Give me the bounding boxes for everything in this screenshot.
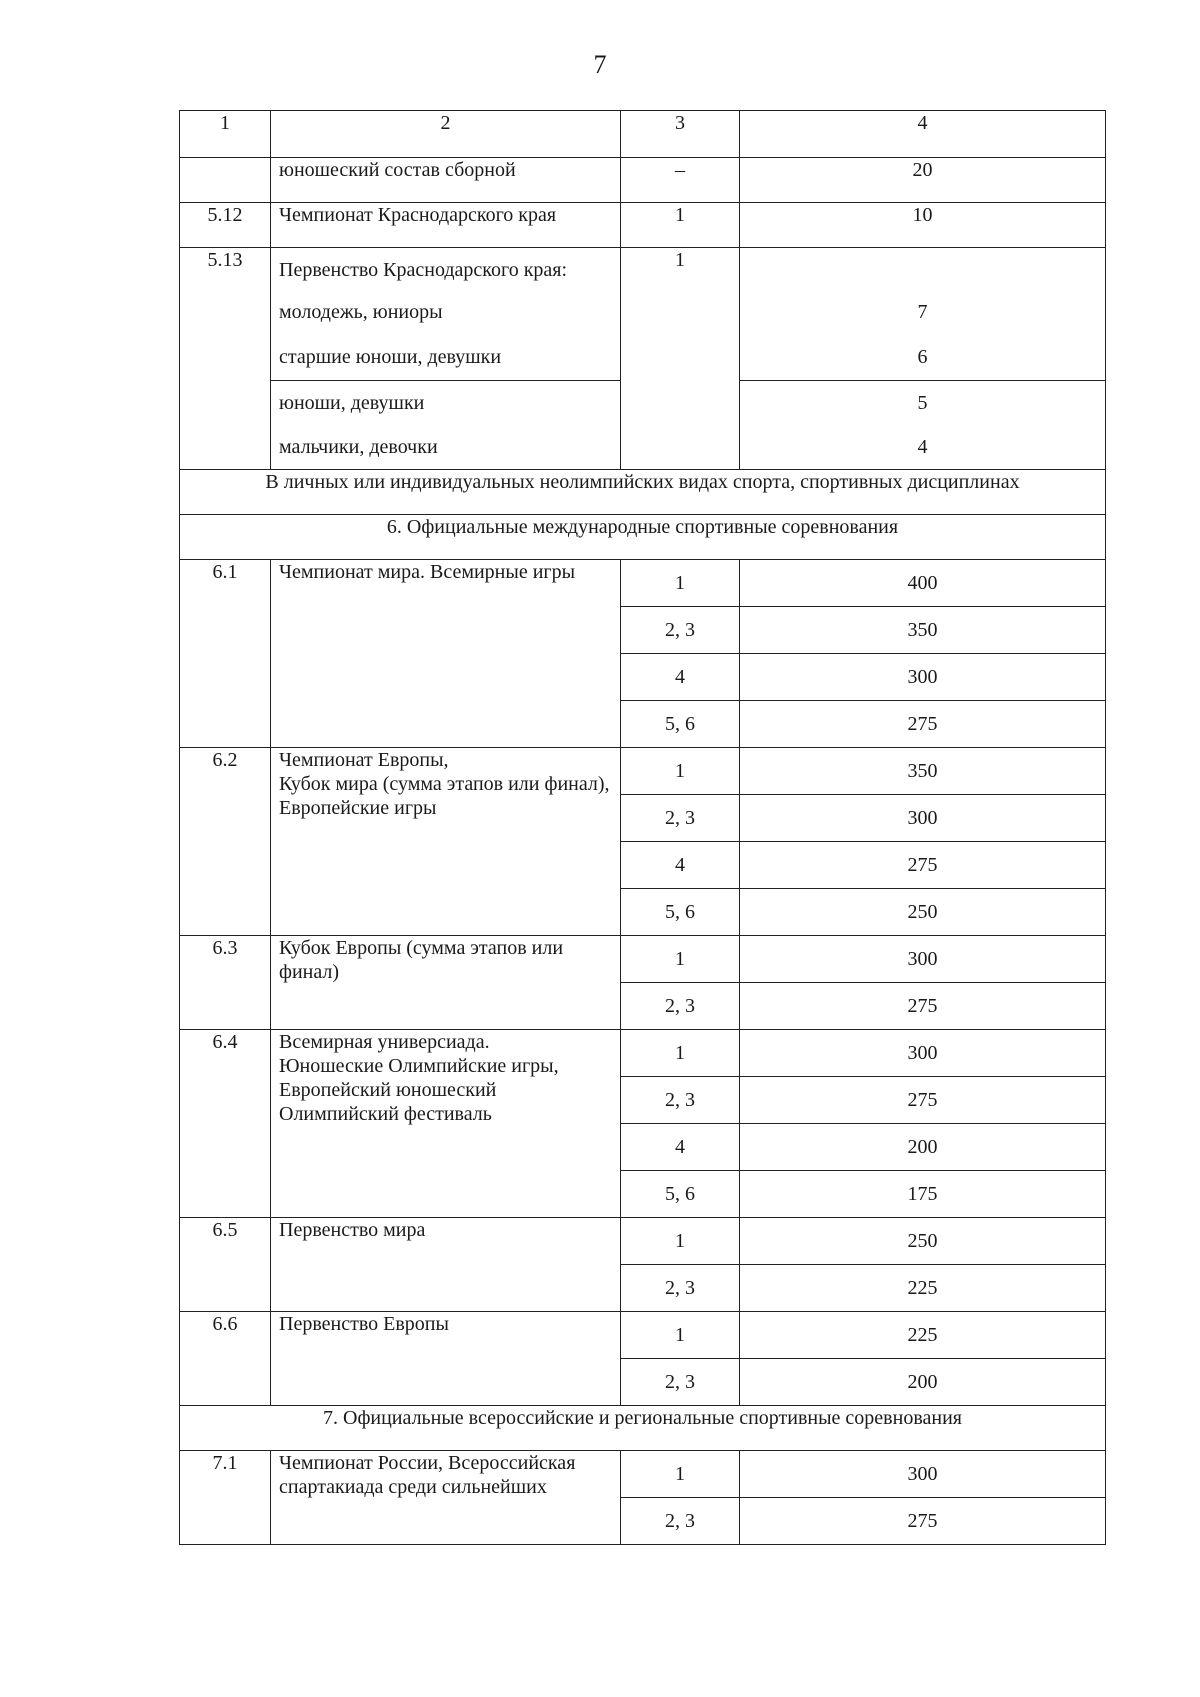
table-row [180, 1312, 1106, 1406]
row-subvalue: 5 [917, 392, 928, 414]
row-place: 2, 3 [621, 794, 739, 841]
table-row [180, 748, 1106, 936]
row-place: 1 [675, 572, 685, 594]
row-name [271, 248, 621, 381]
row-number [180, 158, 271, 203]
row-subitem: юноши, девушки [279, 392, 425, 414]
row-value: 10 [740, 203, 1106, 248]
row-place: – [621, 158, 740, 203]
row-subitem: молодежь, юниоры [279, 301, 443, 323]
row-subvalue: 4 [917, 436, 928, 458]
row-number: 7.1 [180, 1451, 271, 1545]
row-value: 300 [907, 948, 938, 970]
row-value: 275 [740, 982, 1105, 1029]
row-value: 175 [740, 1170, 1105, 1217]
row-place: 2, 3 [621, 606, 739, 653]
place-cell [621, 1218, 740, 1312]
row-name [271, 381, 621, 470]
row-number: 6.6 [180, 1312, 271, 1406]
row-value: 300 [907, 1042, 938, 1064]
page-number: 7 [593, 50, 607, 79]
value-cell [740, 1218, 1106, 1312]
row-subitem: мальчики, девочки [279, 436, 438, 458]
header-cell: 4 [740, 111, 1106, 158]
row-value: 400 [907, 572, 938, 594]
row-value: 300 [740, 653, 1105, 700]
row-value: 275 [740, 1497, 1105, 1544]
row-subvalue: 6 [917, 346, 928, 368]
place-cell [621, 1451, 740, 1545]
row-place: 1 [675, 948, 685, 970]
section-heading-row [180, 515, 1106, 560]
row-place: 2, 3 [621, 1358, 739, 1405]
place-cell [621, 936, 740, 1030]
row-place: 5, 6 [621, 700, 739, 747]
row-number: 6.5 [180, 1218, 271, 1312]
row-place: 2, 3 [621, 1076, 739, 1123]
header-cell: 3 [621, 111, 740, 158]
row-value: 300 [907, 1463, 938, 1485]
section-heading-row [180, 1406, 1106, 1451]
row-number: 5.13 [180, 248, 271, 470]
row-name: Чемпионат Краснодарского края [271, 203, 621, 248]
table-row [180, 936, 1106, 1030]
place-cell [621, 1030, 740, 1218]
row-value [740, 248, 1106, 381]
row-value: 350 [907, 760, 938, 782]
header-cell: 2 [271, 111, 621, 158]
row-value: 275 [740, 1076, 1105, 1123]
row-place: 2, 3 [621, 1497, 739, 1544]
row-place: 2, 3 [621, 1264, 739, 1311]
value-cell [740, 936, 1106, 1030]
row-number: 6.3 [180, 936, 271, 1030]
row-place: 5, 6 [621, 1170, 739, 1217]
row-value: 20 [740, 158, 1106, 203]
row-value: 250 [740, 888, 1105, 935]
place-cell [621, 560, 740, 748]
table-row [180, 560, 1106, 748]
row-value [740, 381, 1106, 470]
row-value: 300 [740, 794, 1105, 841]
value-cell [740, 1451, 1106, 1545]
section-heading: В личных или индивидуальных неолимпийских видах спорта, спортивных дисциплинах [180, 470, 1106, 515]
table-row [180, 158, 1106, 203]
row-place: 4 [621, 841, 739, 888]
row-value: 250 [907, 1230, 938, 1252]
row-value: 275 [740, 841, 1105, 888]
row-number: 6.4 [180, 1030, 271, 1218]
row-value: 200 [740, 1358, 1105, 1405]
row-name: Первенство мира [271, 1218, 621, 1312]
table-row [180, 1218, 1106, 1312]
table-row [180, 248, 1106, 381]
value-cell [740, 560, 1106, 748]
table-row [180, 1030, 1106, 1218]
section-heading: 7. Официальные всероссийские и региональные спортивные соревнования [180, 1406, 1106, 1451]
row-title: Первенство Краснодарского края: [279, 259, 568, 281]
place-cell [621, 1312, 740, 1406]
row-value: 275 [740, 700, 1105, 747]
row-place: 1 [675, 1042, 685, 1064]
row-name: Кубок Европы (сумма этапов или финал) [271, 936, 621, 1030]
row-name: юношеский состав сборной [271, 158, 621, 203]
row-number: 6.2 [180, 748, 271, 936]
value-cell [740, 748, 1106, 936]
row-place: 1 [675, 1324, 685, 1346]
row-place: 2, 3 [621, 982, 739, 1029]
row-place: 1 [675, 1463, 685, 1485]
table-row [180, 203, 1106, 248]
row-place: 4 [621, 1123, 739, 1170]
row-subvalue: 7 [917, 301, 928, 323]
header-cell: 1 [180, 111, 271, 158]
row-place: 1 [621, 203, 740, 248]
points-table [179, 110, 1106, 1545]
row-value: 225 [740, 1264, 1105, 1311]
row-place: 1 [621, 248, 740, 470]
row-name: Чемпионат Европы, Кубок мира (сумма этапов или финал), Европейские игры [271, 748, 621, 936]
row-name: Всемирная универсиада. Юношеские Олимпийские игры, Европейский юношеский Олимпийский фестиваль [271, 1030, 621, 1218]
section-heading-row [180, 470, 1106, 515]
value-cell [740, 1030, 1106, 1218]
table-row [180, 1451, 1106, 1545]
row-place: 4 [621, 653, 739, 700]
row-place: 1 [675, 1230, 685, 1252]
row-value: 350 [740, 606, 1105, 653]
row-subitem: старшие юноши, девушки [279, 346, 502, 368]
row-name: Первенство Европы [271, 1312, 621, 1406]
row-number: 6.1 [180, 560, 271, 748]
row-value: 225 [907, 1324, 938, 1346]
row-number: 5.12 [180, 203, 271, 248]
place-cell [621, 748, 740, 936]
value-cell [740, 1312, 1106, 1406]
row-value: 200 [740, 1123, 1105, 1170]
row-place: 5, 6 [621, 888, 739, 935]
row-place: 1 [675, 760, 685, 782]
section-heading: 6. Официальные международные спортивные соревнования [180, 515, 1106, 560]
points-table-body [180, 111, 1106, 1545]
row-name: Чемпионат России, Всероссийская спартакиада среди сильнейших [271, 1451, 621, 1545]
table-header-row [180, 111, 1106, 158]
row-name: Чемпионат мира. Всемирные игры [271, 560, 621, 748]
